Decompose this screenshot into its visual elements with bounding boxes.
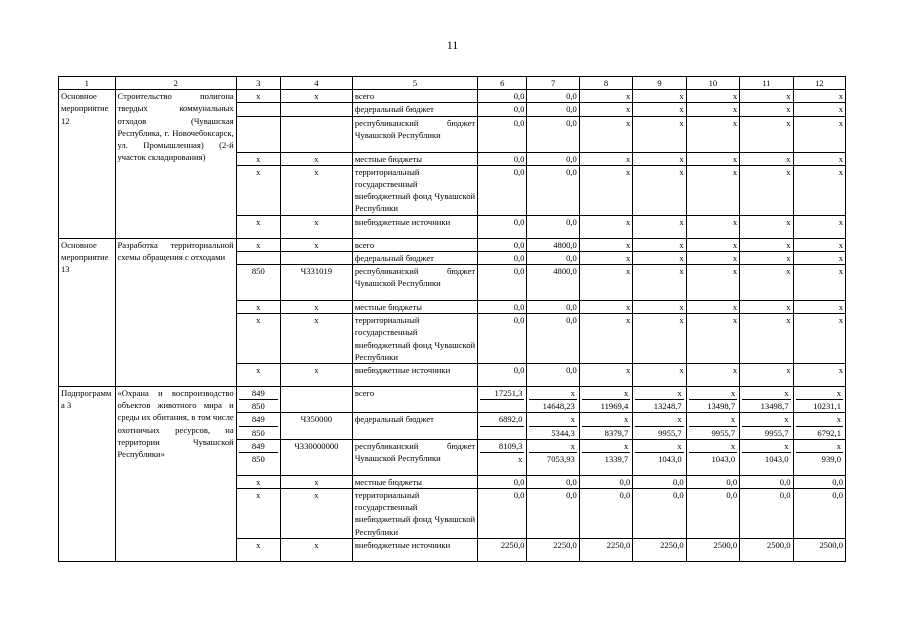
value-cell: x xyxy=(793,116,845,152)
value-cell: x xyxy=(633,251,686,264)
funding-source-cell: всего xyxy=(352,387,477,413)
value-cell: 0,0 xyxy=(478,265,527,301)
value-line: 6892,0 xyxy=(498,414,523,425)
value-cell: x xyxy=(633,265,686,301)
value-line: 14648,23 xyxy=(529,399,576,412)
value-cell: 0,0 xyxy=(478,165,527,215)
header-cell: 5 xyxy=(352,77,477,90)
value-line: 9955,7 xyxy=(689,426,737,439)
table-row xyxy=(59,238,846,251)
value-cell xyxy=(236,116,280,152)
value-cell: x xyxy=(236,90,280,103)
program-code-cell: Основное мероприятие 12 xyxy=(59,90,116,238)
value-cell: x xyxy=(280,364,352,387)
value-cell: 0,0 xyxy=(478,475,527,488)
value-cell: x xyxy=(793,301,845,314)
value-cell xyxy=(280,251,352,264)
value-cell: 0,0 xyxy=(527,103,579,116)
value-line: 9955,7 xyxy=(635,426,683,439)
value-cell: x xyxy=(686,301,739,314)
value-line: 13498,7 xyxy=(689,399,737,412)
funding-source-cell: местные бюджеты xyxy=(352,152,477,165)
value-cell-split xyxy=(527,439,579,475)
value-cell: x xyxy=(793,152,845,165)
value-cell: x xyxy=(579,364,632,387)
value-cell: x xyxy=(579,301,632,314)
value-cell-split xyxy=(633,413,686,439)
value-cell: x xyxy=(280,475,352,488)
value-line: 5344,3 xyxy=(529,426,576,439)
budget-table xyxy=(58,76,846,562)
value-line: x xyxy=(784,388,789,399)
value-cell: x xyxy=(633,152,686,165)
value-line: x xyxy=(677,414,682,425)
value-line: x xyxy=(836,440,841,451)
value-cell: x xyxy=(686,90,739,103)
funding-source-cell: местные бюджеты xyxy=(352,475,477,488)
value-line: x xyxy=(623,388,629,399)
value-line: 1339,7 xyxy=(582,452,630,465)
value-cell: x xyxy=(236,314,280,364)
value-line xyxy=(283,387,350,399)
value-cell: 0,0 xyxy=(478,238,527,251)
value-cell: x xyxy=(793,90,845,103)
value-cell: x xyxy=(793,364,845,387)
value-line: x xyxy=(623,440,629,451)
value-cell: x xyxy=(740,251,793,264)
value-cell-split xyxy=(686,413,739,439)
value-cell: x xyxy=(280,301,352,314)
value-line: x xyxy=(570,440,575,451)
value-cell-split xyxy=(478,439,527,475)
value-line: x xyxy=(623,414,629,425)
value-line: 10231,1 xyxy=(796,399,843,412)
value-line: 6792,1 xyxy=(796,426,843,439)
value-cell: 0,0 xyxy=(478,314,527,364)
value-cell: x xyxy=(236,489,280,539)
value-cell: Ч331019 xyxy=(280,265,352,301)
table-row xyxy=(59,387,846,413)
value-line: 11969,4 xyxy=(582,399,630,412)
value-cell: 4800,0 xyxy=(527,238,579,251)
value-cell: x xyxy=(740,152,793,165)
value-cell: x xyxy=(236,152,280,165)
value-cell: x xyxy=(686,314,739,364)
value-line: x xyxy=(570,414,575,425)
value-cell xyxy=(236,103,280,116)
value-cell: 0,0 xyxy=(478,251,527,264)
value-line: 13498,7 xyxy=(742,399,790,412)
value-cell: 0,0 xyxy=(478,489,527,539)
value-line: 7053,93 xyxy=(529,452,576,465)
value-cell: x xyxy=(579,152,632,165)
header-cell: 9 xyxy=(633,77,686,90)
value-cell-split xyxy=(280,387,352,413)
value-cell: 4800,0 xyxy=(527,265,579,301)
value-cell-split xyxy=(740,387,793,413)
header-cell: 7 xyxy=(527,77,579,90)
value-cell: x xyxy=(236,165,280,215)
funding-source-cell: территориальный государственный внебюджетный фонд Чувашской Республики xyxy=(352,165,477,215)
value-cell-split xyxy=(579,387,632,413)
value-cell: x xyxy=(579,314,632,364)
value-cell: 0,0 xyxy=(633,489,686,539)
value-cell: x xyxy=(686,238,739,251)
value-cell: x xyxy=(793,251,845,264)
value-cell: 0,0 xyxy=(527,364,579,387)
value-cell: x xyxy=(280,90,352,103)
value-cell-split xyxy=(579,439,632,475)
value-cell: x xyxy=(740,265,793,301)
program-name-cell: «Охрана и воспроизводство объектов животного мира и среды их обитания, в том числе охотничьих ресурсов, на территории Чувашской Республики» xyxy=(115,387,236,562)
value-cell-split xyxy=(686,439,739,475)
value-cell: x xyxy=(793,165,845,215)
value-line: 939,0 xyxy=(796,452,843,465)
funding-source-cell: внебюджетные источники xyxy=(352,364,477,387)
value-cell: 0,0 xyxy=(527,475,579,488)
value-line: x xyxy=(836,388,841,399)
funding-source-cell: республиканский бюджет Чувашской Республики xyxy=(352,439,477,475)
value-cell: x xyxy=(740,301,793,314)
value-line: x xyxy=(480,452,524,465)
value-cell-split xyxy=(793,387,845,413)
value-cell-split xyxy=(579,413,632,439)
value-cell: x xyxy=(740,103,793,116)
value-cell: x xyxy=(280,538,352,561)
header-cell: 6 xyxy=(478,77,527,90)
header-cell: 3 xyxy=(236,77,280,90)
value-cell: 0,0 xyxy=(478,103,527,116)
funding-source-cell: республиканский бюджет Чувашской Республики xyxy=(352,265,477,301)
value-cell: 0,0 xyxy=(527,314,579,364)
value-cell: 2500,0 xyxy=(686,538,739,561)
value-cell: x xyxy=(686,116,739,152)
value-cell: x xyxy=(579,90,632,103)
value-cell-split xyxy=(478,387,527,413)
value-line: x xyxy=(784,440,789,451)
value-cell: 0,0 xyxy=(527,251,579,264)
value-cell: x xyxy=(686,265,739,301)
value-line: x xyxy=(730,440,736,451)
value-cell: x xyxy=(686,364,739,387)
value-cell: x xyxy=(236,301,280,314)
header-cell: 1 xyxy=(59,77,116,90)
value-cell: x xyxy=(579,265,632,301)
header-cell: 10 xyxy=(686,77,739,90)
header-cell: 11 xyxy=(740,77,793,90)
value-cell: 0,0 xyxy=(478,90,527,103)
value-cell: x xyxy=(280,215,352,238)
value-cell: x xyxy=(633,301,686,314)
value-cell: 2250,0 xyxy=(633,538,686,561)
value-cell: 0,0 xyxy=(527,489,579,539)
value-cell: x xyxy=(793,103,845,116)
value-line: 17251,3 xyxy=(494,388,523,399)
value-cell: 0,0 xyxy=(527,301,579,314)
value-cell: x xyxy=(793,265,845,301)
funding-source-cell: республиканский бюджет Чувашской Республики xyxy=(352,116,477,152)
value-cell-split xyxy=(236,387,280,413)
value-cell: 2500,0 xyxy=(793,538,845,561)
value-cell: x xyxy=(793,215,845,238)
table-row xyxy=(59,90,846,103)
value-line: 1043,0 xyxy=(635,452,683,465)
value-line: 850 xyxy=(239,426,278,439)
value-line: Ч350000 xyxy=(300,414,333,425)
value-cell: x xyxy=(579,103,632,116)
value-cell: x xyxy=(633,103,686,116)
value-cell-split xyxy=(633,387,686,413)
value-cell: x xyxy=(686,103,739,116)
value-cell xyxy=(280,103,352,116)
funding-source-cell: федеральный бюджет xyxy=(352,413,477,439)
value-line: 8379,7 xyxy=(582,426,630,439)
value-cell: 0,0 xyxy=(579,489,632,539)
value-cell: x xyxy=(793,314,845,364)
value-cell: 0,0 xyxy=(527,215,579,238)
value-cell: 0,0 xyxy=(740,475,793,488)
value-cell: x xyxy=(280,314,352,364)
value-cell: 0,0 xyxy=(478,301,527,314)
value-cell: x xyxy=(633,238,686,251)
value-cell: x xyxy=(633,215,686,238)
value-cell: 0,0 xyxy=(478,116,527,152)
value-line: x xyxy=(677,388,682,399)
value-cell: x xyxy=(236,238,280,251)
value-cell: x xyxy=(236,538,280,561)
funding-source-cell: всего xyxy=(352,90,477,103)
value-cell: 0,0 xyxy=(740,489,793,539)
header-cell: 8 xyxy=(579,77,632,90)
funding-source-cell: федеральный бюджет xyxy=(352,103,477,116)
funding-source-cell: местные бюджеты xyxy=(352,301,477,314)
value-line: 1043,0 xyxy=(689,452,737,465)
value-cell: x xyxy=(740,116,793,152)
value-cell: x xyxy=(579,215,632,238)
value-cell-split xyxy=(740,413,793,439)
value-line: x xyxy=(836,414,841,425)
value-cell: 0,0 xyxy=(478,215,527,238)
value-cell: x xyxy=(740,165,793,215)
value-cell: x xyxy=(740,364,793,387)
value-line: x xyxy=(677,440,682,451)
value-cell: x xyxy=(740,215,793,238)
value-cell: 0,0 xyxy=(793,475,845,488)
value-cell: x xyxy=(280,152,352,165)
value-cell: x xyxy=(686,215,739,238)
value-line: x xyxy=(730,414,736,425)
header-cell: 2 xyxy=(115,77,236,90)
value-cell: x xyxy=(740,314,793,364)
funding-source-cell: территориальный государственный внебюджетный фонд Чувашской Республики xyxy=(352,489,477,539)
value-cell-split xyxy=(793,439,845,475)
value-cell: 0,0 xyxy=(527,165,579,215)
value-line: x xyxy=(570,388,575,399)
value-cell-split xyxy=(280,439,352,475)
program-code-cell: Основное мероприятие 13 xyxy=(59,238,116,386)
value-cell: x xyxy=(579,116,632,152)
value-cell: x xyxy=(280,165,352,215)
value-line: 8109,3 xyxy=(498,440,523,451)
value-cell: x xyxy=(633,314,686,364)
value-cell: x xyxy=(740,238,793,251)
value-cell: 2250,0 xyxy=(478,538,527,561)
value-cell: x xyxy=(236,364,280,387)
value-line: 1043,0 xyxy=(742,452,790,465)
value-cell: 0,0 xyxy=(686,489,739,539)
value-cell: x xyxy=(280,489,352,539)
program-code-cell: Подпрограмма 3 xyxy=(59,387,116,562)
value-cell-split xyxy=(740,439,793,475)
value-cell-split xyxy=(527,387,579,413)
value-cell: x xyxy=(793,238,845,251)
value-cell xyxy=(236,251,280,264)
value-cell: x xyxy=(236,215,280,238)
value-cell-split xyxy=(478,413,527,439)
value-cell: x xyxy=(633,116,686,152)
value-cell: 2500,0 xyxy=(740,538,793,561)
value-cell: x xyxy=(579,251,632,264)
value-cell: 2250,0 xyxy=(579,538,632,561)
value-cell: 0,0 xyxy=(527,152,579,165)
funding-source-cell: внебюджетные источники xyxy=(352,538,477,561)
program-name-cell: Разработка территориальной схемы обращения с отходами xyxy=(115,238,236,386)
value-line: 849 xyxy=(251,440,265,451)
value-cell: 0,0 xyxy=(686,475,739,488)
value-line: 850 xyxy=(239,399,278,412)
page-number: 11 xyxy=(446,38,459,52)
value-cell-split xyxy=(236,439,280,475)
value-line: Ч330000000 xyxy=(294,440,339,451)
header-cell: 4 xyxy=(280,77,352,90)
value-cell: x xyxy=(686,152,739,165)
funding-source-cell: всего xyxy=(352,238,477,251)
header-row xyxy=(59,77,846,90)
funding-source-cell: территориальный государственный внебюджетный фонд Чувашской Республики xyxy=(352,314,477,364)
value-cell: x xyxy=(740,90,793,103)
value-cell: x xyxy=(236,475,280,488)
value-cell-split xyxy=(633,439,686,475)
value-line: 849 xyxy=(251,414,265,425)
value-cell: x xyxy=(579,165,632,215)
value-cell-split xyxy=(236,413,280,439)
value-cell: 0,0 xyxy=(527,90,579,103)
value-cell-split xyxy=(793,413,845,439)
value-line: 850 xyxy=(239,452,278,465)
value-cell: 0,0 xyxy=(478,364,527,387)
value-cell xyxy=(280,116,352,152)
value-line: x xyxy=(730,388,736,399)
value-cell: 0,0 xyxy=(579,475,632,488)
value-cell: x xyxy=(633,90,686,103)
value-cell: x xyxy=(280,238,352,251)
value-line: 13248,7 xyxy=(635,399,683,412)
value-cell: 0,0 xyxy=(478,152,527,165)
value-cell-split xyxy=(280,413,352,439)
value-cell-split xyxy=(686,387,739,413)
value-cell: 2250,0 xyxy=(527,538,579,561)
program-name-cell: Строительство полигона твердых коммунальных отходов (Чувашская Республика, г. Новочебоксарск, ул. Промышленная) (2-й участок складирования) xyxy=(115,90,236,238)
value-cell: x xyxy=(633,165,686,215)
funding-source-cell: внебюджетные источники xyxy=(352,215,477,238)
value-cell: 0,0 xyxy=(793,489,845,539)
header-cell: 12 xyxy=(793,77,845,90)
funding-source-cell: федеральный бюджет xyxy=(352,251,477,264)
value-line xyxy=(480,426,524,439)
value-cell: x xyxy=(633,364,686,387)
value-cell-split xyxy=(527,413,579,439)
value-line: 849 xyxy=(251,388,265,399)
value-line: x xyxy=(784,414,789,425)
value-line: 9955,7 xyxy=(742,426,790,439)
value-cell: 850 xyxy=(236,265,280,301)
value-cell: x xyxy=(686,251,739,264)
value-line xyxy=(480,399,524,412)
value-cell: 0,0 xyxy=(527,116,579,152)
value-cell: 0,0 xyxy=(633,475,686,488)
value-cell: x xyxy=(579,238,632,251)
value-cell: x xyxy=(686,165,739,215)
